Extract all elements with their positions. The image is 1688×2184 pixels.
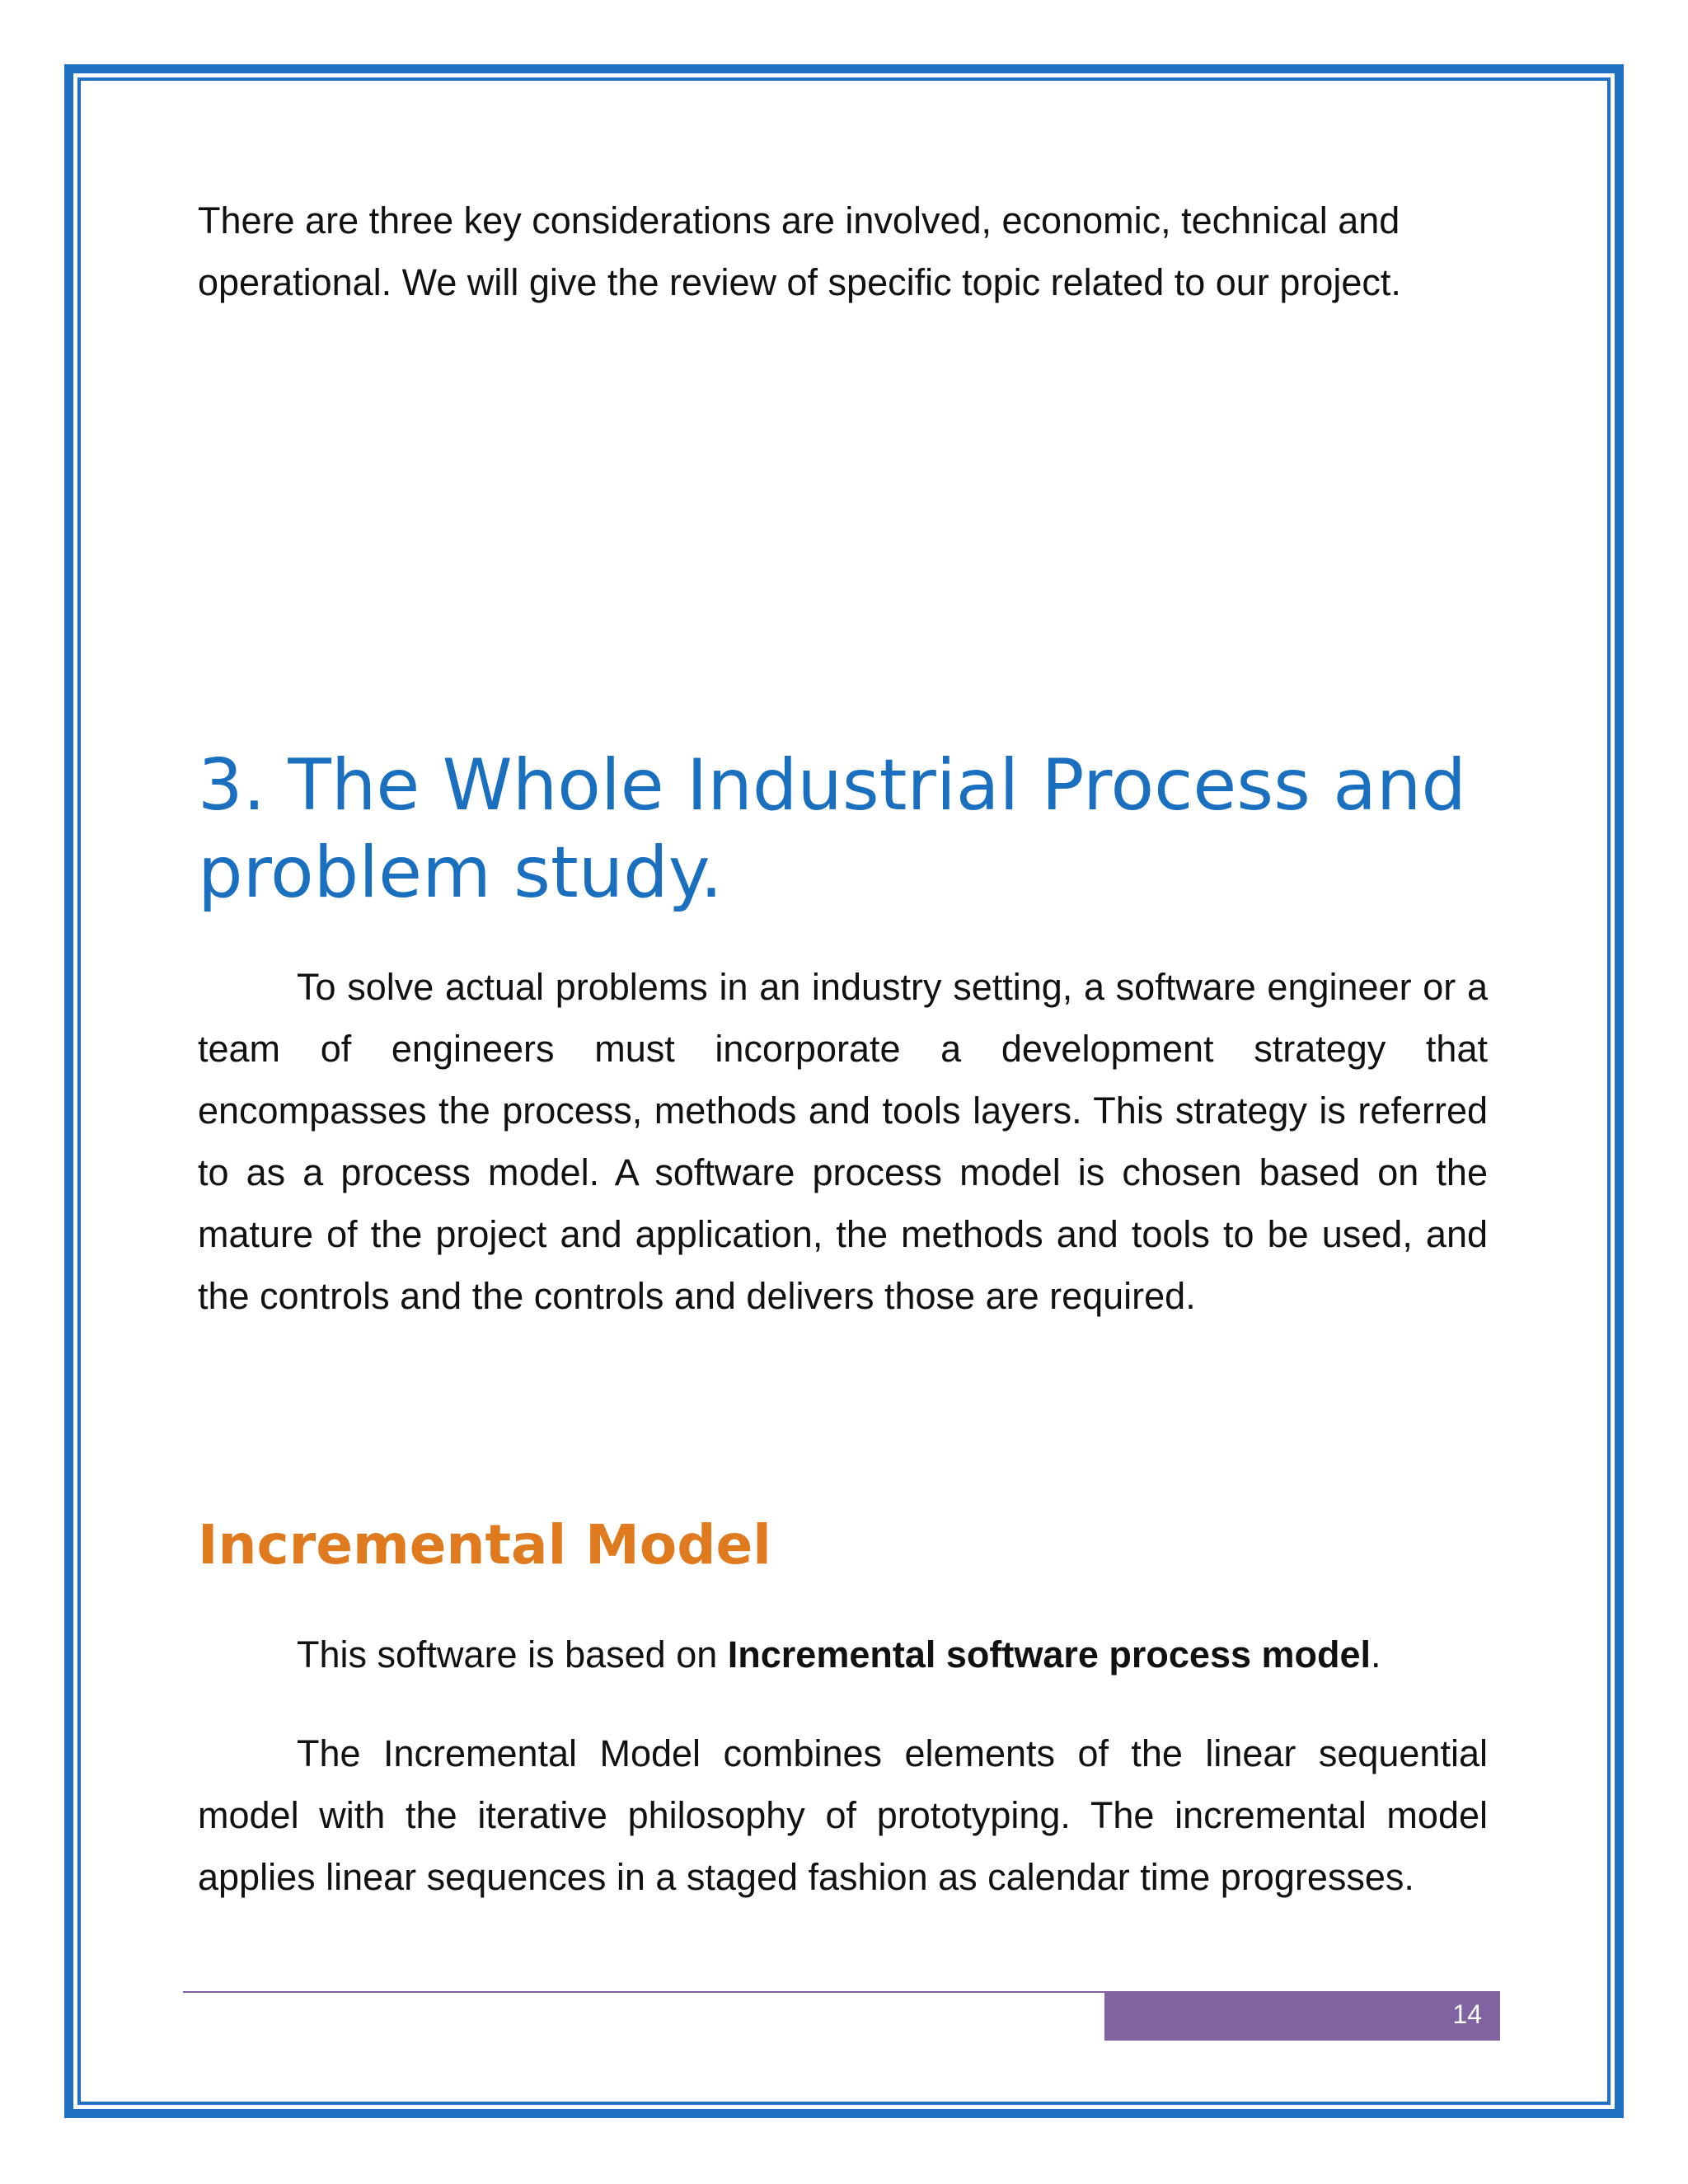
subsection-body (198, 1624, 1488, 1908)
based-on-prefix: This software is based on (297, 1633, 728, 1675)
based-on-suffix: . (1371, 1633, 1381, 1675)
subsection-heading: Incremental Model (198, 1513, 771, 1577)
section-paragraph: To solve actual problems in an industry setting, a software engineer or a team of engineers must incorporate a development strategy that encompasses the process, methods and tools layers. This strategy is referred to as a process model. A software process model is chosen based on the mature of the project and application, the methods and tools to be used, and the controls and the controls and delivers those are required. (198, 966, 1488, 1317)
section-body (198, 956, 1488, 1327)
based-on-model-name: Incremental software process model (727, 1633, 1372, 1675)
section-heading: 3. The Whole Industrial Process and problem study. (198, 744, 1467, 914)
intro-paragraph: There are three key considerations are involved, economic, technical and operational. We will give the review of specific topic related to our project. (198, 199, 1401, 303)
based-on-line (198, 1624, 1488, 1685)
page-number-box (1104, 1991, 1500, 2041)
intro-block (198, 190, 1488, 313)
page-number: 14 (1452, 1999, 1482, 2029)
incremental-paragraph: The Incremental Model combines elements of the linear sequential model with the iterative philosophy of prototyping. The incremental model applies linear sequences in a staged fashion as calendar time progresses. (198, 1732, 1488, 1898)
